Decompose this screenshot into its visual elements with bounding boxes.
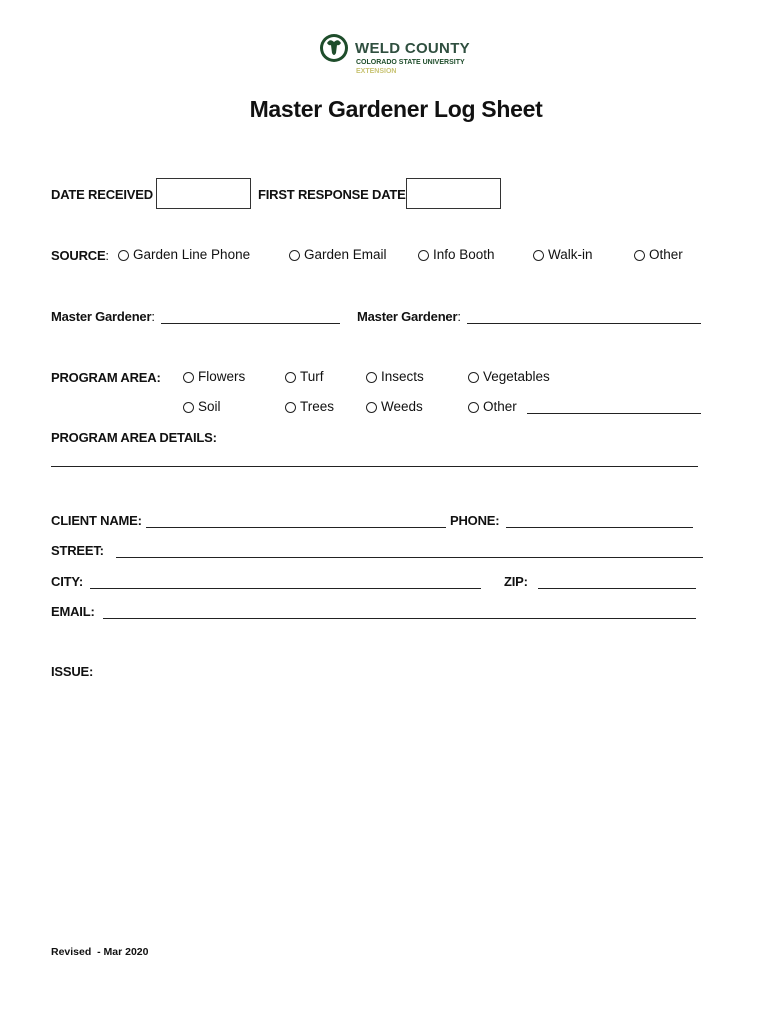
first-response-date-field[interactable] <box>406 178 501 209</box>
street-field[interactable] <box>116 557 703 558</box>
client-name-field[interactable] <box>146 527 446 528</box>
zip-label: ZIP: <box>504 574 528 589</box>
program-option-turf[interactable]: Turf <box>285 369 324 384</box>
program-area-label: PROGRAM AREA: <box>51 370 161 385</box>
email-field[interactable] <box>103 618 696 619</box>
city-label: CITY: <box>51 574 83 589</box>
program-option-other[interactable]: Other <box>468 399 517 414</box>
revision-note: Revised - Mar 2020 <box>51 946 149 958</box>
radio-icon[interactable] <box>183 372 194 383</box>
program-option-vegetables[interactable]: Vegetables <box>468 369 550 384</box>
source-option-info-booth[interactable]: Info Booth <box>418 247 495 262</box>
master-gardener-1-label: Master Gardener: <box>51 309 155 324</box>
radio-icon[interactable] <box>285 372 296 383</box>
radio-icon[interactable] <box>285 402 296 413</box>
radio-icon[interactable] <box>533 250 544 261</box>
radio-icon[interactable] <box>183 402 194 413</box>
csu-ram-logo <box>319 33 349 63</box>
logo-university: COLORADO STATE UNIVERSITY <box>356 59 465 66</box>
first-response-date-label: FIRST RESPONSE DATE <box>258 187 406 202</box>
radio-icon[interactable] <box>468 372 479 383</box>
logo-title: WELD COUNTY <box>355 40 470 57</box>
date-received-field[interactable] <box>156 178 251 209</box>
email-label: EMAIL: <box>51 604 95 619</box>
radio-icon[interactable] <box>118 250 129 261</box>
master-gardener-2-field[interactable] <box>467 323 701 324</box>
city-field[interactable] <box>90 588 481 589</box>
program-option-soil[interactable]: Soil <box>183 399 221 414</box>
page-title: Master Gardener Log Sheet <box>249 96 543 122</box>
master-gardener-2-label: Master Gardener: <box>357 309 461 324</box>
radio-icon[interactable] <box>366 402 377 413</box>
date-received-label: DATE RECEIVED <box>51 187 153 202</box>
source-option-garden-line-phone[interactable]: Garden Line Phone <box>118 247 250 262</box>
radio-icon[interactable] <box>366 372 377 383</box>
program-other-field[interactable] <box>527 413 701 414</box>
source-label: SOURCE: <box>51 248 109 263</box>
program-option-flowers[interactable]: Flowers <box>183 369 245 384</box>
program-option-weeds[interactable]: Weeds <box>366 399 423 414</box>
radio-icon[interactable] <box>418 250 429 261</box>
program-area-details-label: PROGRAM AREA DETAILS: <box>51 430 217 445</box>
zip-field[interactable] <box>538 588 696 589</box>
radio-icon[interactable] <box>289 250 300 261</box>
program-area-details-field[interactable] <box>51 466 698 467</box>
source-option-garden-email[interactable]: Garden Email <box>289 247 387 262</box>
radio-icon[interactable] <box>634 250 645 261</box>
issue-area[interactable] <box>51 684 701 924</box>
logo-unit: EXTENSION <box>356 68 397 75</box>
issue-label: ISSUE: <box>51 664 94 679</box>
source-option-walk-in[interactable]: Walk-in <box>533 247 593 262</box>
source-option-other[interactable]: Other <box>634 247 683 262</box>
program-option-trees[interactable]: Trees <box>285 399 334 414</box>
phone-label: PHONE: <box>450 513 500 528</box>
street-label: STREET: <box>51 543 104 558</box>
radio-icon[interactable] <box>468 402 479 413</box>
program-option-insects[interactable]: Insects <box>366 369 424 384</box>
master-gardener-1-field[interactable] <box>161 323 340 324</box>
client-name-label: CLIENT NAME: <box>51 513 142 528</box>
phone-field[interactable] <box>506 527 693 528</box>
